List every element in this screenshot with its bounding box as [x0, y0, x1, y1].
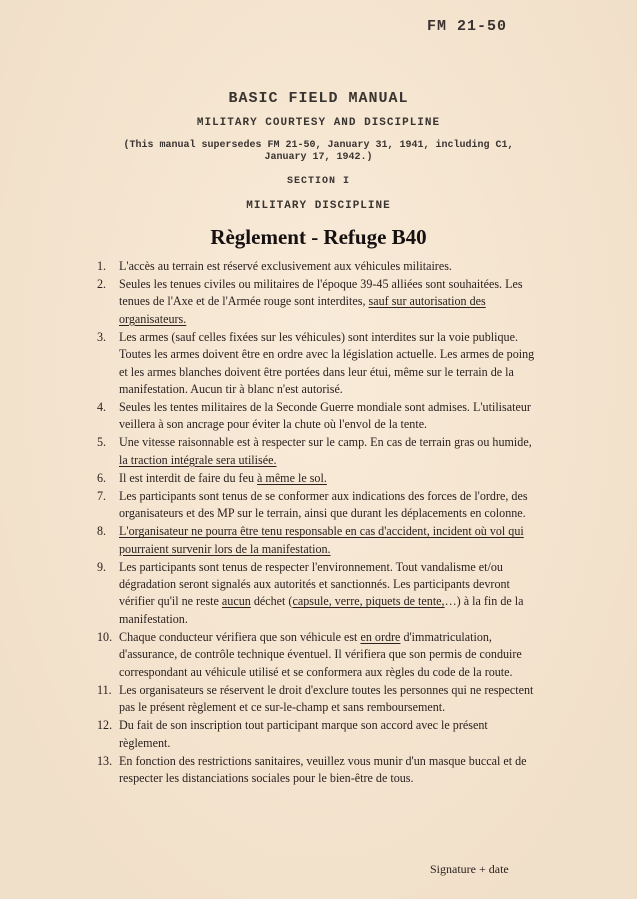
rule-item: [97, 470, 542, 487]
rule-item: [97, 329, 542, 399]
rule-text-underlined: à même le sol.: [257, 470, 327, 485]
rule-text-underlined: sauf sur autorisation des organisateurs.: [119, 294, 486, 326]
manual-subject: MILITARY COURTESY AND DISCIPLINE: [196, 117, 441, 129]
rule-text-underlined: L'organisateur ne pourra être tenu responsable en cas d'accident, incident où vol qui pourraient survenir lors de la manifestation.: [119, 524, 524, 556]
rule-number: 10.: [97, 629, 113, 644]
rule-text: d'immatriculation, d'assurance, de contrôle technique éventuel. Il vérifiera que son permis de conduire correspondant au véhicule utilisé et se conformera aux règles du code de la route.: [119, 629, 522, 679]
rule-text: Du fait de son inscription tout participant marque son accord avec le présent règlement.: [119, 718, 488, 750]
rule-number: 4.: [97, 400, 107, 415]
rule-item: [97, 753, 542, 788]
rule-text: déchet (: [250, 594, 293, 609]
rule-item: [97, 682, 542, 717]
rule-text: Il est interdit de faire du feu: [119, 470, 258, 485]
rule-number: 1.: [97, 259, 107, 273]
manual-code: FM 21-50: [426, 18, 507, 35]
rule-number: 9.: [97, 559, 107, 574]
rule-text: Seules les tentes militaires de la Seconde Guerre mondiale sont admises. L'utilisateur veillera à son ancrage pour éviter la chute où l'envol de la tente.: [119, 400, 531, 432]
rule-number: 3.: [97, 329, 107, 344]
rule-text: Les organisateurs se réservent le droit d'exclure toutes les personnes qui ne respectent pas le présent règlement et ce sur-le-champ et sans remboursement.: [119, 682, 534, 715]
rules-list: [97, 258, 542, 788]
rule-text-underlined: capsule, verre, piquets de tente,: [292, 594, 445, 609]
rule-text: L'accès au terrain est réservé exclusivement aux véhicules militaires.: [119, 259, 452, 273]
rule-item: [97, 258, 542, 275]
rule-text: Chaque conducteur vérifiera que son véhicule est: [119, 629, 361, 644]
rule-text: Les participants sont tenus de respecter l'environnement. Tout vandalisme et/ou dégradation seront signalés aux autorités et sanctionnés. Les participants devront vérifier qu'il ne reste: [119, 559, 510, 609]
rule-text: Seules les tenues civiles ou militaires de l'époque 39-45 alliées sont souhaitées. Les tenues de l'Axe et de l'Armée rouge sont interdites,: [119, 277, 523, 309]
rule-number: 2.: [97, 277, 107, 291]
rule-item: [97, 559, 542, 629]
rule-text: Une vitesse raisonnable est à respecter sur le camp. En cas de terrain gras ou humide,: [119, 435, 532, 450]
rule-number: 11.: [97, 682, 112, 697]
rule-number: 8.: [97, 524, 107, 539]
rule-item: [97, 488, 542, 523]
rule-item: [97, 523, 542, 558]
rule-item: [97, 629, 542, 681]
rule-text-underlined: la traction intégrale sera utilisée.: [119, 452, 277, 467]
rule-number: 5.: [97, 435, 107, 450]
section-title: MILITARY DISCIPLINE: [246, 200, 391, 212]
rule-item: [97, 276, 542, 328]
signature-line: Signature + date: [430, 862, 509, 876]
page-title: Règlement - Refuge B40: [210, 225, 427, 249]
section-label: SECTION I: [286, 176, 350, 187]
rule-number: 7.: [97, 488, 107, 503]
rule-item: [97, 717, 542, 752]
manual-title: BASIC FIELD MANUAL: [228, 90, 409, 107]
rule-text: En fonction des restrictions sanitaires, veuillez vous munir d'un masque buccal et de respecter les distanciations sociales pour le bien-être de tous.: [119, 753, 527, 785]
rule-text-underlined: en ordre: [360, 629, 401, 644]
rule-text: Les participants sont tenus de se conformer aux indications des forces de l'ordre, des organisateurs et des MP sur le terrain, ainsi que durant les déplacements en colonne.: [119, 488, 528, 521]
rule-text: …) à la fin de la manifestation.: [119, 594, 524, 626]
supersedes-note: (This manual supersedes FM 21-50, January 31, 1941, including C1, January 17, 1942.): [123, 140, 514, 163]
rule-item: [97, 434, 542, 469]
rule-number: 6.: [97, 470, 107, 485]
rule-number: 12.: [97, 718, 113, 733]
rule-item: [97, 399, 542, 434]
rule-number: 13.: [97, 753, 113, 768]
rule-text-underlined: aucun: [221, 594, 251, 609]
rule-text: Les armes (sauf celles fixées sur les véhicules) sont interdites sur la voie publique. Toutes les armes doivent être en ordre avec la législation actuelle. Les armes de poing et les armes blanches doivent être portées dans leur étui, même sur le terrain de la manifestation. Aucun tir à blanc n'est autorisé.: [119, 329, 535, 397]
